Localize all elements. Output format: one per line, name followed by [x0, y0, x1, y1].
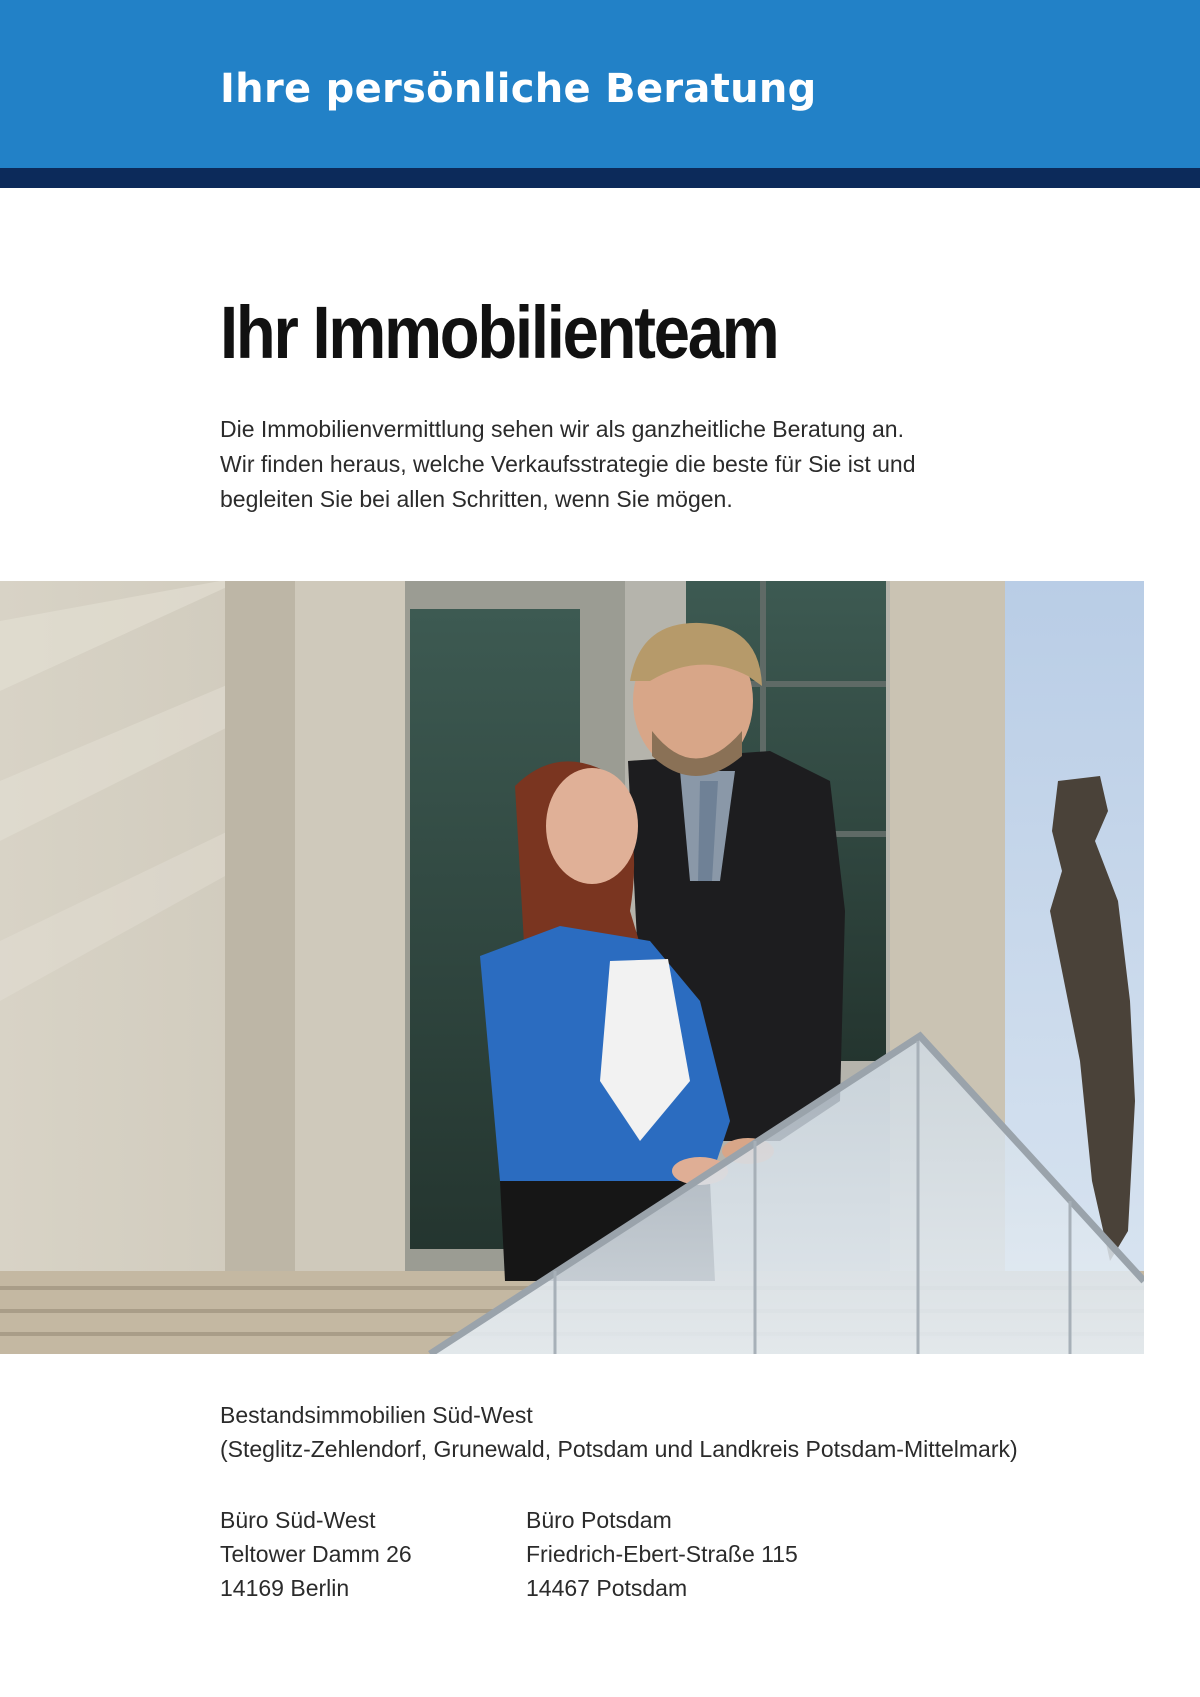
office-potsdam [526, 1503, 798, 1605]
page-title: Ihr Immobilienteam [220, 291, 778, 374]
intro-line: begleiten Sie bei allen Schritten, wenn Sie mögen. [220, 486, 733, 512]
office-city: 14169 Berlin [220, 1575, 350, 1601]
intro-line: Wir finden heraus, welche Verkaufsstrategie die beste für Sie ist und [220, 451, 916, 477]
region-title: Bestandsimmobilien Süd-West [220, 1402, 533, 1428]
header-stripe [0, 168, 1200, 188]
office-street: Teltower Damm 26 [220, 1541, 412, 1567]
region-text [220, 1398, 1018, 1466]
intro-line: Die Immobilienvermittlung sehen wir als ganzheitliche Beratung an. [220, 416, 904, 442]
office-name: Büro Süd-West [220, 1507, 376, 1533]
office-city: 14467 Potsdam [526, 1575, 688, 1601]
team-photo [0, 581, 1144, 1354]
intro-text [220, 412, 1040, 517]
office-sued-west [220, 1503, 412, 1605]
region-areas: (Steglitz-Zehlendorf, Grunewald, Potsdam und Landkreis Potsdam-Mittelmark) [220, 1436, 1018, 1462]
office-name: Büro Potsdam [526, 1507, 672, 1533]
office-street: Friedrich-Ebert-Straße 115 [526, 1541, 798, 1567]
header-title: Ihre persönliche Beratung [220, 66, 817, 112]
